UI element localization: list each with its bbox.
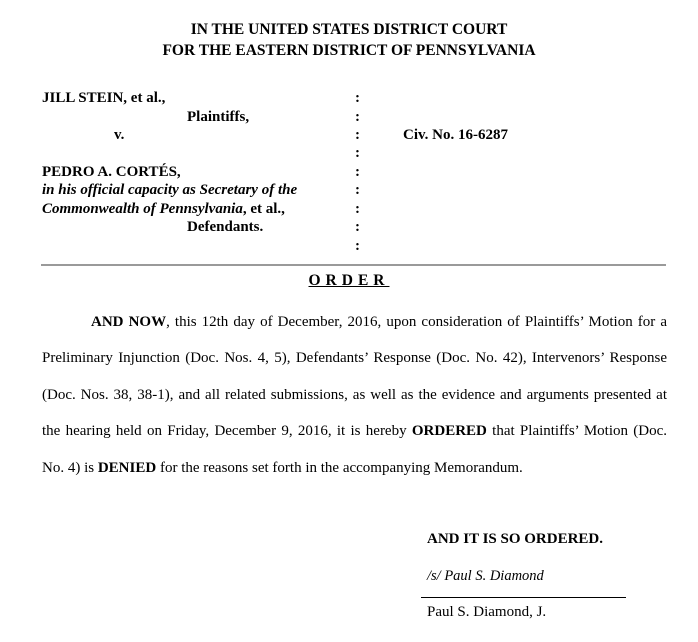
- versus: v.: [114, 127, 125, 143]
- order-title: ORDER: [308, 272, 390, 289]
- so-ordered: AND IT IS SO ORDERED.: [427, 531, 604, 547]
- plaintiff-name: JILL STEIN, et al.,: [42, 90, 166, 106]
- defendant-capacity-suffix: , et al.,: [242, 201, 285, 217]
- ordered-keyword: ORDERED: [411, 423, 487, 440]
- caption-divider: [41, 264, 666, 266]
- caption-colon: :: [355, 182, 360, 198]
- caption-colon: :: [355, 164, 360, 180]
- defendant-capacity-line-1: in his official capacity as Secretary of the: [42, 182, 298, 198]
- signature-line: [421, 597, 626, 598]
- electronic-signature: /s/ Paul S. Diamond: [427, 568, 544, 584]
- order-text-2: that Plaintiffs’ Motion (Doc. No. 4) is: [42, 423, 667, 476]
- caption-colon: :: [355, 201, 360, 217]
- caption-colon: :: [355, 127, 360, 143]
- order-lead: AND NOW: [91, 314, 167, 330]
- caption-colon: :: [355, 90, 360, 106]
- defendant-name: PEDRO A. CORTÉS,: [42, 164, 181, 180]
- order-text-3: for the reasons set forth in the accompanying Memorandum.: [156, 459, 523, 476]
- judge-name: Paul S. Diamond, J.: [427, 604, 547, 620]
- order-text-1: , this 12th day of December, 2016, upon consideration of Plaintiffs’ Motion for a Preliminary Injunction (Doc. Nos. 4, 5), Defendants’ Response (Doc. No. 42), Intervenors’ Response (Doc. Nos. 38, 38-1), and all related submissions, as well as the evidence and arguments presented at the hearing held on Friday, December 9, 2016, it is hereby: [42, 314, 668, 440]
- caption-colon: :: [355, 109, 360, 125]
- caption-colon: :: [355, 219, 360, 235]
- court-name-line-1: IN THE UNITED STATES DISTRICT COURT: [190, 21, 508, 38]
- case-number: Civ. No. 16-6287: [403, 127, 508, 143]
- order-body: [42, 304, 667, 486]
- defendant-role: Defendants.: [187, 219, 264, 235]
- caption-colon: :: [355, 145, 360, 161]
- order-paragraph: [42, 304, 667, 486]
- defendant-capacity-commonwealth: Commonwealth of Pennsylvania: [42, 201, 243, 217]
- court-name-line-2: FOR THE EASTERN DISTRICT OF PENNSYLVANIA: [162, 42, 536, 59]
- denied-keyword: DENIED: [97, 459, 157, 476]
- defendant-capacity-line-2: [42, 201, 285, 218]
- plaintiff-role: Plaintiffs,: [187, 109, 250, 125]
- caption-colon: :: [355, 238, 360, 254]
